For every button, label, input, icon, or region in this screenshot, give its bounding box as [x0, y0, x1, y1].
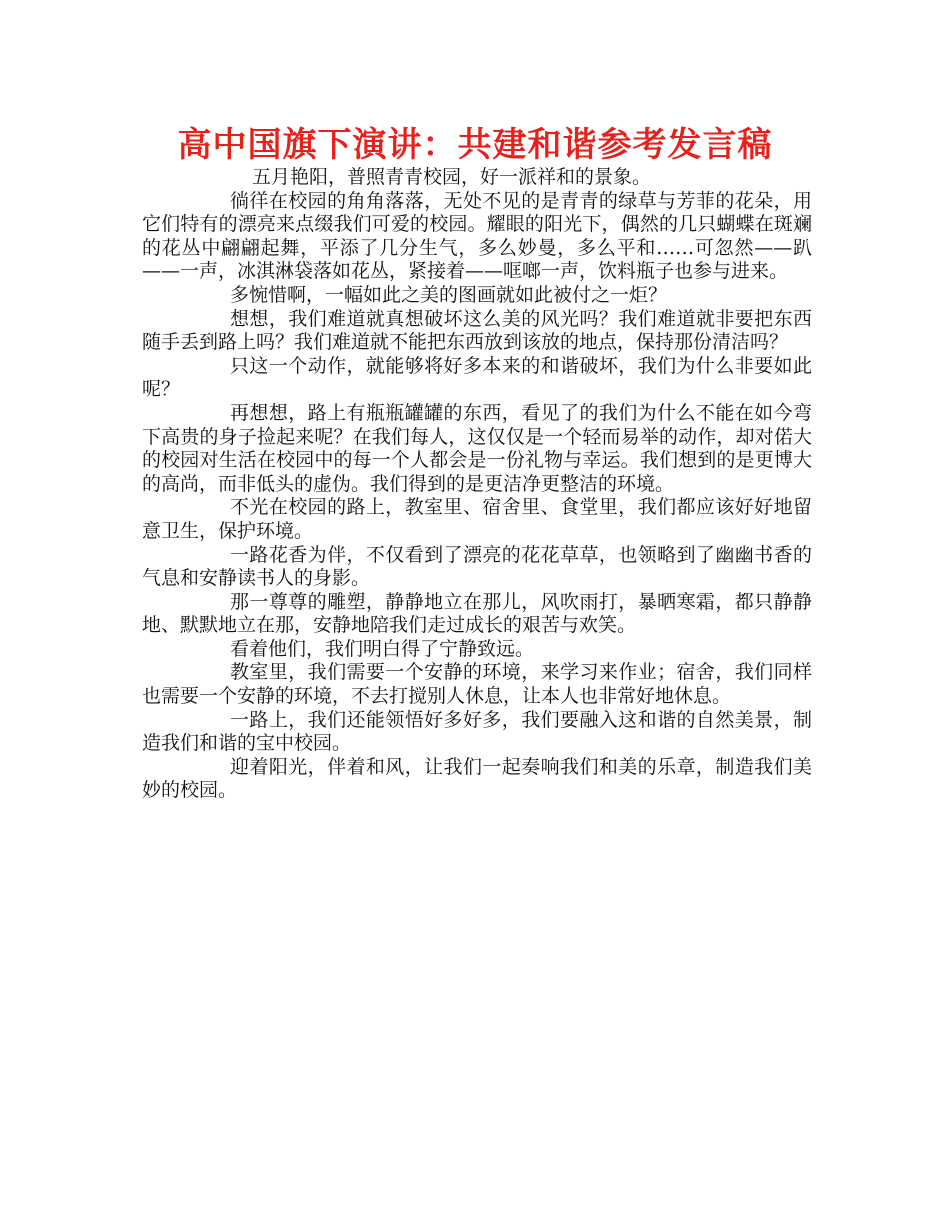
document-body	[142, 166, 812, 803]
document-title: 高中国旗下演讲：共建和谐参考发言稿	[177, 125, 773, 165]
paragraph: 看着他们，我们明白得了宁静致远。	[230, 637, 535, 660]
paragraph: 徜徉在校园的角角落落，无处不见的是青青的绿草与芳菲的花朵，用它们特有的漂亮来点缀我们可爱的校园。耀眼的阳光下，偶然的几只蝴蝶在斑斓的花丛中翩翩起舞，平添了几分生气，多么妙曼，多么平和……可忽然——趴——一声，冰淇淋袋落如花丛，紧接着——哐啷一声，饮料瓶子也参与进来。	[142, 189, 812, 283]
paragraph: 不光在校园的路上，教室里、宿舍里、食堂里，我们都应该好好地留意卫生，保护环境。	[142, 496, 812, 542]
paragraph: 多惋惜啊，一幅如此之美的图画就如此被付之一炬？	[230, 283, 668, 306]
paragraph: 想想，我们难道就真想破坏这么美的风光吗？我们难道就非要把东西随手丢到路上吗？我们难道就不能把东西放到该放的地点，保持那份清洁吗？	[142, 307, 812, 354]
paragraph: 再想想，路上有瓶瓶罐罐的东西，看见了的我们为什么不能在如今弯下高贵的身子捡起来呢？在我们每人，这仅仅是一个轻而易举的动作，却对偌大的校园对生活在校园中的每一个人都会是一份礼物与幸运。我们想到的是更博大的高尚，而非低头的虚伪。我们得到的是更洁净更整洁的环境。	[142, 401, 812, 495]
paragraph: 那一尊尊的雕塑，静静地立在那儿，风吹雨打，暴晒寒霜，都只静静地、默默地立在那，安静地陪我们走过成长的艰苦与欢笑。	[142, 590, 812, 637]
paragraph: 迎着阳光，伴着和风，让我们一起奏响我们和美的乐章，制造我们美妙的校园。	[142, 755, 812, 802]
paragraph: 五月艳阳，普照青青校园，好一派祥和的景象。	[252, 166, 652, 188]
paragraph: 一路上，我们还能领悟好多好多，我们要融入这和谐的自然美景，制造我们和谐的宝中校园。	[142, 708, 812, 755]
paragraph: 一路花香为伴，不仅看到了漂亮的花花草草，也领略到了幽幽书香的气息和安静读书人的身影。	[142, 543, 812, 590]
paragraph: 只这一个动作，就能够将好多本来的和谐破坏，我们为什么非要如此呢？	[142, 354, 812, 401]
paragraph: 教室里，我们需要一个安静的环境，来学习来作业；宿舍，我们同样也需要一个安静的环境，不去打搅别人休息，让本人也非常好地休息。	[142, 661, 812, 708]
